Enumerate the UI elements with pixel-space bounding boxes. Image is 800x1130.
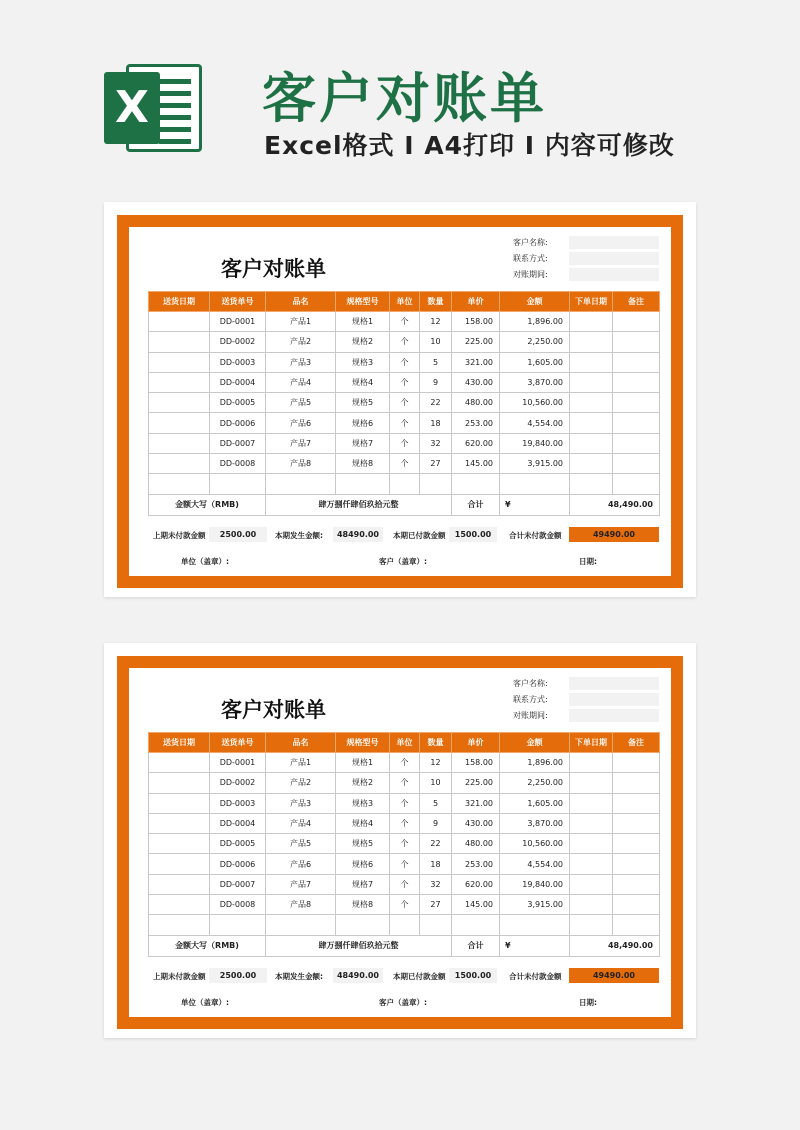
cell-unit[interactable]: 个 — [390, 454, 420, 474]
cell-order-date[interactable] — [570, 413, 613, 433]
total-unpaid-label: 合计未付款金额 — [509, 972, 562, 981]
total-row — [149, 935, 660, 956]
cell-remark[interactable] — [613, 332, 660, 352]
cell-qty[interactable]: 32 — [420, 433, 452, 453]
total-unpaid-value[interactable]: 49490.00 — [569, 527, 659, 542]
cell-spec[interactable]: 规格2 — [336, 332, 390, 352]
cell-qty[interactable]: 9 — [420, 372, 452, 392]
cell-qty[interactable]: 10 — [420, 773, 452, 793]
cell-qty[interactable]: 12 — [420, 312, 452, 332]
customer-name-label: 客户名称: — [513, 679, 548, 688]
currency-symbol: ¥ — [500, 494, 570, 515]
cell-spec[interactable] — [336, 474, 390, 494]
cell-amount[interactable]: 3,870.00 — [500, 813, 570, 833]
header-price: 单价 — [452, 733, 500, 753]
cell-price[interactable]: 620.00 — [452, 874, 500, 894]
cell-delivery-date[interactable] — [149, 915, 210, 935]
table-row — [149, 773, 660, 793]
table-row — [149, 813, 660, 833]
cell-product[interactable]: 产品7 — [266, 874, 336, 894]
cell-unit[interactable]: 个 — [390, 433, 420, 453]
cell-delivery-date[interactable] — [149, 474, 210, 494]
prev-unpaid-value[interactable]: 2500.00 — [209, 968, 267, 983]
cell-remark[interactable] — [613, 813, 660, 833]
header-product: 品名 — [266, 733, 336, 753]
statement-table — [148, 732, 660, 957]
cell-order-date[interactable] — [570, 352, 613, 372]
cell-amount[interactable]: 4,554.00 — [500, 413, 570, 433]
cell-amount[interactable]: 1,605.00 — [500, 352, 570, 372]
cell-delivery-no[interactable]: DD-0006 — [210, 413, 266, 433]
table-row — [149, 332, 660, 352]
cell-spec[interactable]: 规格3 — [336, 352, 390, 372]
cell-order-date[interactable] — [570, 312, 613, 332]
cell-order-date[interactable] — [570, 454, 613, 474]
total-amount: 48,490.00 — [570, 935, 660, 956]
cell-remark[interactable] — [613, 874, 660, 894]
header-spec: 规格型号 — [336, 733, 390, 753]
total-row — [149, 494, 660, 515]
cell-delivery-no[interactable]: DD-0002 — [210, 332, 266, 352]
cell-remark[interactable] — [613, 793, 660, 813]
cell-price[interactable]: 145.00 — [452, 895, 500, 915]
cell-product[interactable]: 产品4 — [266, 813, 336, 833]
cell-unit[interactable]: 个 — [390, 312, 420, 332]
cell-product[interactable]: 产品3 — [266, 793, 336, 813]
table-row — [149, 433, 660, 453]
cell-amount[interactable]: 3,870.00 — [500, 372, 570, 392]
table-row — [149, 312, 660, 332]
cell-unit[interactable]: 个 — [390, 332, 420, 352]
cell-qty[interactable]: 10 — [420, 332, 452, 352]
cell-delivery-date[interactable] — [149, 753, 210, 773]
cell-amount[interactable]: 19,840.00 — [500, 433, 570, 453]
header-qty: 数量 — [420, 733, 452, 753]
table-row — [149, 413, 660, 433]
cell-product[interactable]: 产品6 — [266, 854, 336, 874]
table-header-row — [149, 733, 660, 753]
cell-product[interactable]: 产品2 — [266, 773, 336, 793]
cell-spec[interactable]: 规格2 — [336, 773, 390, 793]
header-delivery-no: 送货单号 — [210, 733, 266, 753]
cell-spec[interactable]: 规格4 — [336, 813, 390, 833]
header-order-date: 下单日期 — [570, 292, 613, 312]
cell-order-date[interactable] — [570, 813, 613, 833]
cell-spec[interactable]: 规格4 — [336, 372, 390, 392]
cell-order-date[interactable] — [570, 854, 613, 874]
cell-amount[interactable]: 19,840.00 — [500, 874, 570, 894]
cell-delivery-no[interactable]: DD-0006 — [210, 854, 266, 874]
cell-delivery-no[interactable]: DD-0004 — [210, 372, 266, 392]
cell-delivery-no[interactable]: DD-0008 — [210, 895, 266, 915]
cell-unit[interactable]: 个 — [390, 793, 420, 813]
table-row — [149, 915, 660, 935]
cell-spec[interactable]: 规格8 — [336, 895, 390, 915]
cell-order-date[interactable] — [570, 915, 613, 935]
cell-product[interactable] — [266, 915, 336, 935]
cell-remark[interactable] — [613, 413, 660, 433]
cell-spec[interactable]: 规格7 — [336, 874, 390, 894]
header-remark: 备注 — [613, 292, 660, 312]
cell-order-date[interactable] — [570, 874, 613, 894]
currency-symbol: ¥ — [500, 935, 570, 956]
cell-delivery-date[interactable] — [149, 413, 210, 433]
current-amount-value[interactable]: 48490.00 — [333, 527, 383, 542]
cell-delivery-date[interactable] — [149, 454, 210, 474]
cell-qty[interactable] — [420, 474, 452, 494]
cell-delivery-date[interactable] — [149, 834, 210, 854]
cell-unit[interactable]: 个 — [390, 393, 420, 413]
cell-amount[interactable]: 2,250.00 — [500, 332, 570, 352]
cell-amount[interactable]: 10,560.00 — [500, 834, 570, 854]
header-spec: 规格型号 — [336, 292, 390, 312]
table-row — [149, 372, 660, 392]
cell-product[interactable]: 产品3 — [266, 352, 336, 372]
cell-product[interactable]: 产品1 — [266, 312, 336, 332]
cell-amount[interactable]: 3,915.00 — [500, 454, 570, 474]
customer-name-field[interactable] — [569, 677, 659, 690]
cell-qty[interactable]: 22 — [420, 834, 452, 854]
statement-table — [148, 291, 660, 516]
customer-seal-label: 客户（盖章）: — [379, 557, 427, 566]
cell-amount[interactable]: 10,560.00 — [500, 393, 570, 413]
cell-product[interactable]: 产品1 — [266, 753, 336, 773]
cell-amount[interactable]: 1,896.00 — [500, 753, 570, 773]
cell-product[interactable]: 产品2 — [266, 332, 336, 352]
banner-title: 客户对账单 — [262, 67, 547, 130]
header-delivery-date: 送货日期 — [149, 733, 210, 753]
table-row — [149, 895, 660, 915]
total-unpaid-label: 合计未付款金额 — [509, 531, 562, 540]
cell-order-date[interactable] — [570, 433, 613, 453]
cell-delivery-date[interactable] — [149, 372, 210, 392]
table-row — [149, 352, 660, 372]
cell-qty[interactable]: 9 — [420, 813, 452, 833]
cell-amount[interactable]: 1,605.00 — [500, 793, 570, 813]
period-label: 对账期间: — [513, 711, 548, 720]
statement-frame — [117, 656, 683, 1029]
cell-spec[interactable]: 规格3 — [336, 793, 390, 813]
cell-product[interactable]: 产品5 — [266, 834, 336, 854]
cell-order-date[interactable] — [570, 753, 613, 773]
prev-unpaid-label: 上期未付款金额 — [153, 531, 206, 540]
cell-amount[interactable] — [500, 474, 570, 494]
contact-label: 联系方式: — [513, 695, 548, 704]
cell-unit[interactable]: 个 — [390, 813, 420, 833]
cell-product[interactable]: 产品8 — [266, 454, 336, 474]
cell-product[interactable]: 产品6 — [266, 413, 336, 433]
cell-delivery-date[interactable] — [149, 895, 210, 915]
header-order-date: 下单日期 — [570, 733, 613, 753]
cell-delivery-date[interactable] — [149, 773, 210, 793]
cell-price[interactable]: 145.00 — [452, 454, 500, 474]
cell-remark[interactable] — [613, 433, 660, 453]
current-amount-label: 本期发生金额: — [275, 531, 323, 540]
cell-unit[interactable]: 个 — [390, 413, 420, 433]
cell-delivery-no[interactable]: DD-0005 — [210, 393, 266, 413]
cell-delivery-no[interactable]: DD-0001 — [210, 753, 266, 773]
customer-seal-label: 客户（盖章）: — [379, 998, 427, 1007]
cell-amount[interactable]: 3,915.00 — [500, 895, 570, 915]
cell-delivery-date[interactable] — [149, 352, 210, 372]
cell-delivery-no[interactable]: DD-0003 — [210, 793, 266, 813]
statement-preview-2 — [104, 643, 696, 1038]
cell-unit[interactable]: 个 — [390, 773, 420, 793]
paid-amount-value[interactable]: 1500.00 — [449, 527, 497, 542]
header-amount: 金额 — [500, 292, 570, 312]
header-delivery-no: 送货单号 — [210, 292, 266, 312]
cell-price[interactable]: 480.00 — [452, 393, 500, 413]
cell-product[interactable]: 产品5 — [266, 393, 336, 413]
table-row — [149, 393, 660, 413]
banner — [0, 0, 800, 190]
cell-unit[interactable]: 个 — [390, 352, 420, 372]
cell-spec[interactable]: 规格5 — [336, 393, 390, 413]
period-field[interactable] — [569, 709, 659, 722]
table-row — [149, 854, 660, 874]
excel-logo-letter: X — [104, 72, 160, 144]
cell-product[interactable]: 产品7 — [266, 433, 336, 453]
unit-seal-label: 单位（盖章）: — [181, 998, 229, 1007]
cell-price[interactable]: 480.00 — [452, 834, 500, 854]
cell-product[interactable]: 产品4 — [266, 372, 336, 392]
cell-spec[interactable]: 规格1 — [336, 753, 390, 773]
contact-field[interactable] — [569, 252, 659, 265]
cell-price[interactable]: 225.00 — [452, 332, 500, 352]
cell-product[interactable] — [266, 474, 336, 494]
cell-amount[interactable]: 2,250.00 — [500, 773, 570, 793]
cell-unit[interactable]: 个 — [390, 854, 420, 874]
cell-spec[interactable]: 规格8 — [336, 454, 390, 474]
cell-qty[interactable]: 5 — [420, 793, 452, 813]
cell-qty[interactable]: 12 — [420, 753, 452, 773]
cell-remark[interactable] — [613, 352, 660, 372]
cell-delivery-no[interactable]: DD-0004 — [210, 813, 266, 833]
cell-delivery-no[interactable] — [210, 915, 266, 935]
cell-unit[interactable] — [390, 474, 420, 494]
cell-remark[interactable] — [613, 372, 660, 392]
table-row — [149, 753, 660, 773]
cell-spec[interactable]: 规格6 — [336, 854, 390, 874]
cell-order-date[interactable] — [570, 773, 613, 793]
contact-field[interactable] — [569, 693, 659, 706]
cell-delivery-no[interactable]: DD-0003 — [210, 352, 266, 372]
total-amount: 48,490.00 — [570, 494, 660, 515]
cell-delivery-no[interactable]: DD-0007 — [210, 433, 266, 453]
cell-delivery-no[interactable]: DD-0002 — [210, 773, 266, 793]
cell-order-date[interactable] — [570, 332, 613, 352]
cell-amount[interactable] — [500, 915, 570, 935]
unit-seal-label: 单位（盖章）: — [181, 557, 229, 566]
total-unpaid-value[interactable]: 49490.00 — [569, 968, 659, 983]
statement-title: 客户对账单 — [221, 257, 326, 281]
cell-product[interactable]: 产品8 — [266, 895, 336, 915]
cell-unit[interactable]: 个 — [390, 874, 420, 894]
cell-price[interactable]: 430.00 — [452, 372, 500, 392]
cell-spec[interactable]: 规格5 — [336, 834, 390, 854]
cell-delivery-no[interactable]: DD-0007 — [210, 874, 266, 894]
prev-unpaid-value[interactable]: 2500.00 — [209, 527, 267, 542]
statement-frame — [117, 215, 683, 588]
cell-delivery-no[interactable] — [210, 474, 266, 494]
cell-price[interactable]: 158.00 — [452, 312, 500, 332]
table-header-row — [149, 292, 660, 312]
paid-amount-value[interactable]: 1500.00 — [449, 968, 497, 983]
header-remark: 备注 — [613, 733, 660, 753]
cell-qty[interactable]: 27 — [420, 454, 452, 474]
header-amount: 金额 — [500, 733, 570, 753]
header-product: 品名 — [266, 292, 336, 312]
cell-spec[interactable]: 规格6 — [336, 413, 390, 433]
cell-order-date[interactable] — [570, 372, 613, 392]
table-row — [149, 874, 660, 894]
excel-logo-icon — [104, 60, 204, 156]
paid-amount-label: 本期已付款金额 — [393, 531, 446, 540]
header-price: 单价 — [452, 292, 500, 312]
cell-delivery-date[interactable] — [149, 332, 210, 352]
period-label: 对账期间: — [513, 270, 548, 279]
cell-delivery-date[interactable] — [149, 874, 210, 894]
statement-title: 客户对账单 — [221, 698, 326, 722]
customer-name-field[interactable] — [569, 236, 659, 249]
cell-remark[interactable] — [613, 854, 660, 874]
cell-price[interactable]: 321.00 — [452, 793, 500, 813]
cell-remark[interactable] — [613, 834, 660, 854]
cell-price[interactable] — [452, 474, 500, 494]
cell-qty[interactable]: 18 — [420, 854, 452, 874]
period-field[interactable] — [569, 268, 659, 281]
cell-spec[interactable] — [336, 915, 390, 935]
statement-preview-1 — [104, 202, 696, 597]
cell-price[interactable] — [452, 915, 500, 935]
prev-unpaid-label: 上期未付款金额 — [153, 972, 206, 981]
table-row — [149, 454, 660, 474]
cell-delivery-no[interactable]: DD-0005 — [210, 834, 266, 854]
table-row — [149, 793, 660, 813]
cell-delivery-no[interactable]: DD-0008 — [210, 454, 266, 474]
total-label: 合计 — [452, 935, 500, 956]
date-label: 日期: — [579, 998, 597, 1007]
cell-order-date[interactable] — [570, 393, 613, 413]
cell-order-date[interactable] — [570, 474, 613, 494]
header-unit: 单位 — [390, 292, 420, 312]
cell-qty[interactable]: 5 — [420, 352, 452, 372]
amount-in-words: 肆万捌仟肆佰玖拾元整 — [266, 494, 452, 515]
cell-remark[interactable] — [613, 474, 660, 494]
cell-unit[interactable]: 个 — [390, 372, 420, 392]
cell-qty[interactable]: 18 — [420, 413, 452, 433]
cell-remark[interactable] — [613, 393, 660, 413]
cell-delivery-date[interactable] — [149, 433, 210, 453]
current-amount-label: 本期发生金额: — [275, 972, 323, 981]
cell-remark[interactable] — [613, 915, 660, 935]
cell-price[interactable]: 253.00 — [452, 413, 500, 433]
cell-delivery-date[interactable] — [149, 312, 210, 332]
cell-remark[interactable] — [613, 312, 660, 332]
cell-qty[interactable]: 27 — [420, 895, 452, 915]
cell-delivery-date[interactable] — [149, 393, 210, 413]
cell-order-date[interactable] — [570, 834, 613, 854]
total-label: 合计 — [452, 494, 500, 515]
cell-qty[interactable]: 32 — [420, 874, 452, 894]
date-label: 日期: — [579, 557, 597, 566]
amount-in-words-label: 金额大写（RMB) — [149, 494, 266, 515]
current-amount-value[interactable]: 48490.00 — [333, 968, 383, 983]
cell-unit[interactable]: 个 — [390, 834, 420, 854]
table-row — [149, 474, 660, 494]
header-unit: 单位 — [390, 733, 420, 753]
banner-subtitle: Excel格式 I A4打印 I 内容可修改 — [264, 131, 675, 160]
cell-amount[interactable]: 1,896.00 — [500, 312, 570, 332]
customer-name-label: 客户名称: — [513, 238, 548, 247]
cell-delivery-date[interactable] — [149, 813, 210, 833]
cell-spec[interactable]: 规格7 — [336, 433, 390, 453]
cell-qty[interactable]: 22 — [420, 393, 452, 413]
cell-remark[interactable] — [613, 753, 660, 773]
paid-amount-label: 本期已付款金额 — [393, 972, 446, 981]
cell-unit[interactable]: 个 — [390, 753, 420, 773]
header-qty: 数量 — [420, 292, 452, 312]
cell-remark[interactable] — [613, 454, 660, 474]
cell-delivery-date[interactable] — [149, 793, 210, 813]
cell-price[interactable]: 225.00 — [452, 773, 500, 793]
cell-amount[interactable]: 4,554.00 — [500, 854, 570, 874]
cell-price[interactable]: 253.00 — [452, 854, 500, 874]
cell-delivery-date[interactable] — [149, 854, 210, 874]
cell-remark[interactable] — [613, 895, 660, 915]
header-delivery-date: 送货日期 — [149, 292, 210, 312]
amount-in-words-label: 金额大写（RMB) — [149, 935, 266, 956]
cell-order-date[interactable] — [570, 793, 613, 813]
cell-remark[interactable] — [613, 773, 660, 793]
cell-order-date[interactable] — [570, 895, 613, 915]
contact-label: 联系方式: — [513, 254, 548, 263]
cell-unit[interactable]: 个 — [390, 895, 420, 915]
cell-unit[interactable] — [390, 915, 420, 935]
cell-price[interactable]: 430.00 — [452, 813, 500, 833]
cell-delivery-no[interactable]: DD-0001 — [210, 312, 266, 332]
cell-price[interactable]: 321.00 — [452, 352, 500, 372]
table-row — [149, 834, 660, 854]
amount-in-words: 肆万捌仟肆佰玖拾元整 — [266, 935, 452, 956]
cell-price[interactable]: 620.00 — [452, 433, 500, 453]
cell-spec[interactable]: 规格1 — [336, 312, 390, 332]
cell-price[interactable]: 158.00 — [452, 753, 500, 773]
cell-qty[interactable] — [420, 915, 452, 935]
